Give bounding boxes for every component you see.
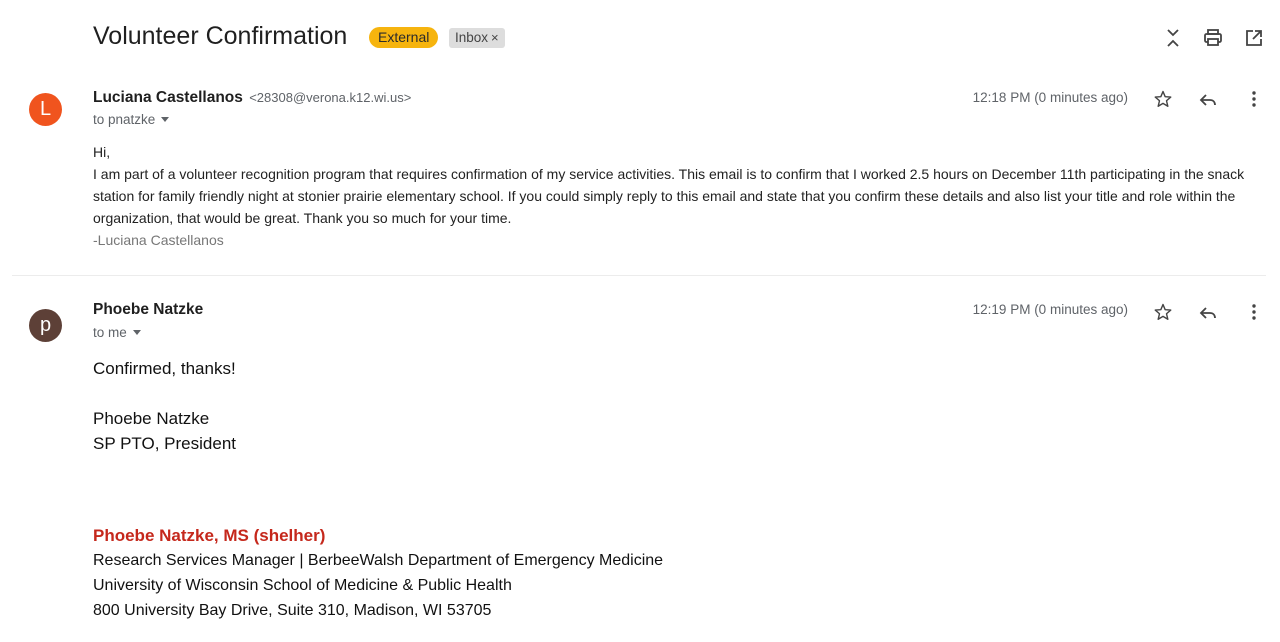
star-icon[interactable]	[1151, 87, 1175, 111]
reply-icon[interactable]	[1196, 88, 1220, 112]
thread-header	[0, 0, 1280, 78]
external-label: External	[369, 27, 438, 48]
chevron-down-icon	[133, 330, 141, 335]
signature-title: Research Services Manager | BerbeeWalsh Department of Emergency Medicine	[93, 552, 664, 569]
reply-line	[93, 381, 236, 406]
sender-name[interactable]: Luciana Castellanos	[93, 89, 243, 106]
sender-avatar[interactable]: p	[29, 309, 62, 342]
star-icon[interactable]	[1151, 300, 1175, 324]
sender-email: <28308@verona.k12.wi.us>	[249, 90, 412, 105]
message-body	[93, 141, 1253, 251]
email-signature	[93, 523, 663, 623]
recipient-text: to pnatzke	[93, 112, 156, 127]
sender-avatar[interactable]: L	[29, 93, 62, 126]
reply-line: Phoebe Natzke	[93, 409, 210, 428]
reply-body	[93, 356, 236, 456]
more-options-icon[interactable]	[1242, 87, 1266, 111]
message-timestamp: 12:19 PM (0 minutes ago)	[972, 302, 1128, 317]
body-greeting: Hi,	[93, 144, 111, 160]
sender-name[interactable]: Phoebe Natzke	[93, 301, 204, 318]
open-new-window-icon[interactable]	[1242, 26, 1266, 50]
print-icon[interactable]	[1201, 26, 1225, 50]
message-divider	[12, 275, 1266, 276]
message-timestamp: 12:18 PM (0 minutes ago)	[972, 90, 1128, 105]
email-subject: Volunteer Confirmation	[93, 22, 348, 50]
inbox-label-text: Inbox	[455, 30, 489, 45]
sender-info	[93, 301, 203, 319]
remove-label-icon[interactable]: ×	[491, 30, 499, 45]
sender-info	[93, 89, 411, 107]
recipient-dropdown[interactable]	[93, 112, 169, 127]
collapse-all-icon[interactable]	[1161, 26, 1185, 50]
reply-line: Confirmed, thanks!	[93, 359, 236, 378]
signature-address: 800 University Bay Drive, Suite 310, Madison, WI 53705	[93, 602, 492, 619]
signature-institution: University of Wisconsin School of Medicine & Public Health	[93, 577, 512, 594]
inbox-label[interactable]	[449, 28, 505, 48]
reply-icon[interactable]	[1196, 301, 1220, 325]
body-paragraph: I am part of a volunteer recognition program that requires confirmation of my service activities. This email is to confirm that I worked 2.5 hours on December 11th participating in the snack station for family friendly night at stonier prairie elementary school. If you could simply reply to this email and state that you confirm these details and also list your title and role within the organization, that would be great. Thank you so much for your time.	[93, 166, 1245, 226]
reply-line: SP PTO, President	[93, 434, 236, 453]
more-options-icon[interactable]	[1242, 300, 1266, 324]
signature-name: Phoebe Natzke, MS (shelher)	[93, 526, 326, 545]
chevron-down-icon	[161, 117, 169, 122]
body-closing: -Luciana Castellanos	[93, 232, 224, 248]
recipient-text: to me	[93, 325, 127, 340]
recipient-dropdown[interactable]	[93, 325, 141, 340]
